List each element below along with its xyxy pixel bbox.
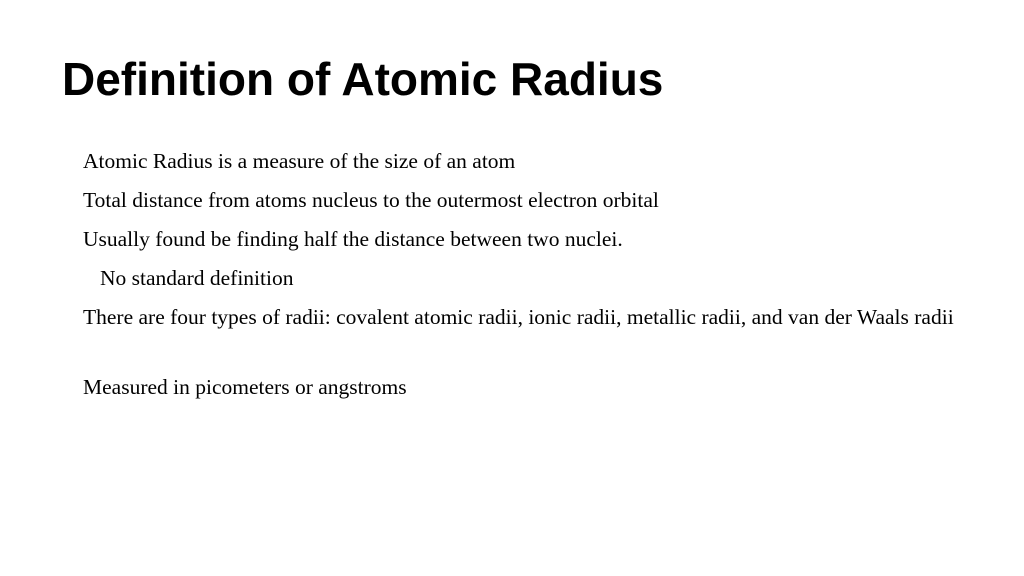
bullet-item: Total distance from atoms nucleus to the outermost electron orbital	[83, 188, 659, 212]
bullet-item: There are four types of radii: covalent atomic radii, ionic radii, metallic radii, and van der Waals radii	[83, 305, 954, 329]
slide-title: Definition of Atomic Radius	[62, 53, 664, 105]
bullet-item: Measured in picometers or angstroms	[83, 375, 407, 399]
bullet-item: Atomic Radius is a measure of the size of an atom	[83, 149, 516, 173]
bullet-item: Usually found be finding half the distance between two nuclei.	[83, 227, 623, 251]
sub-bullet-item: No standard definition	[100, 266, 294, 290]
